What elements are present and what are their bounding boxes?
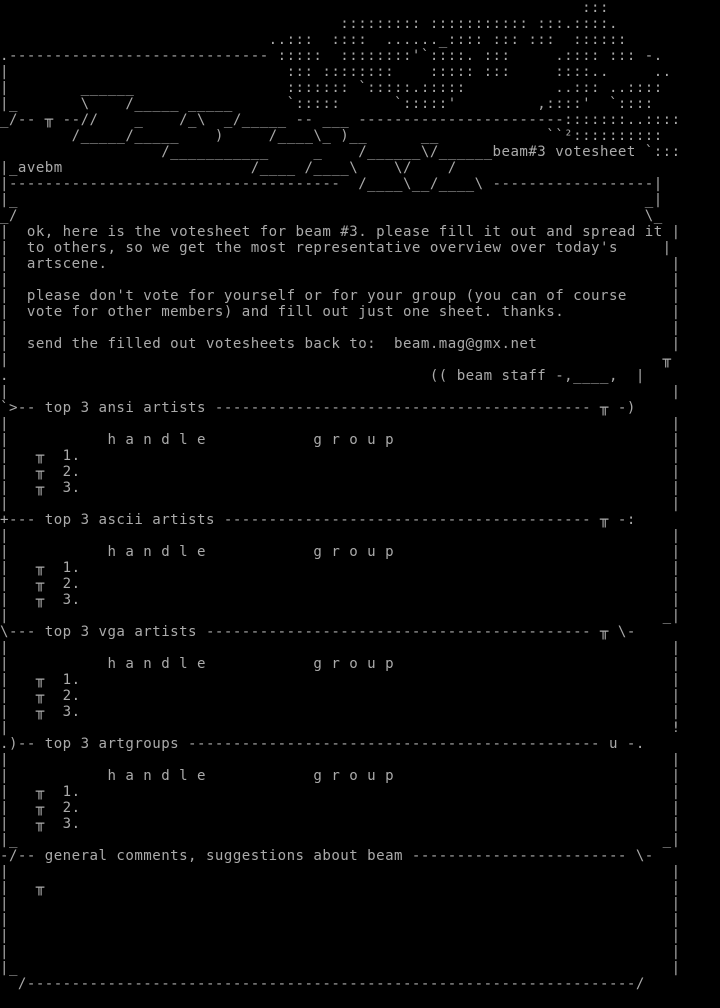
screen-row: | h a n d l e g r o u p | <box>0 432 681 448</box>
screen-row: | ╥ 2. | <box>0 576 681 592</box>
screen-row: | | <box>0 896 681 912</box>
screen-row: | | <box>0 320 681 336</box>
section-vga-header: \--- top 3 vga artists ------------------------------------------- ╥ \- <box>0 624 636 640</box>
screen-row: |_ | <box>0 960 681 976</box>
screen-row: | ╥ 1. | <box>0 784 681 800</box>
section-ansi-header: `>-- top 3 ansi artists ------------------------------------------ ╥ -) <box>0 400 636 416</box>
section-artgroups-header: .)-- top 3 artgroups ---------------------------------------------- u -. <box>0 736 645 752</box>
screen-row: | h a n d l e g r o u p | <box>0 656 681 672</box>
screen-row: |_ \ /_____ _____ `::::: `:::::' ,::::' `:::: <box>0 96 654 112</box>
intro-text-line: | artscene. | <box>0 256 681 272</box>
header-title-line: /___________ _ /______\/______beam#3 votesheet `::: <box>0 144 681 160</box>
screen-row: | | <box>0 528 681 544</box>
screen-row: .----------------------------- ::::: ::::::::'`::::. ::: .:::: ::: -. <box>0 48 663 64</box>
staff-signature-line: . (( beam staff -,____, | <box>0 368 645 384</box>
screen-row: | | <box>0 864 681 880</box>
screen-row: | | <box>0 416 681 432</box>
section-comments-header: -/-- general comments, suggestions about beam ------------------------ \- <box>0 848 654 864</box>
screen-row: | | <box>0 752 681 768</box>
screen-row: | | <box>0 384 681 400</box>
screen-row: | ::: :::::::: ::::: ::: ::::.. .. <box>0 64 672 80</box>
screen-row: ::::::::: ::::::::::: :::.::::. <box>0 16 618 32</box>
screen-row: _/-- ╥ --// _ /_\ _/_____ -- ___ -----------------------:::::::..:::: <box>0 112 681 128</box>
screen-row: | | <box>0 640 681 656</box>
screen-row: | ╥ 2. | <box>0 688 681 704</box>
screen-row: |------------------------------------- /____\__/____\ ------------------| <box>0 176 663 192</box>
screen-row: | | <box>0 272 681 288</box>
screen-row: | | <box>0 944 681 960</box>
screen-row: | | <box>0 496 681 512</box>
screen-row: | ╥ 3. | <box>0 480 681 496</box>
screen-row: | ╥ 1. | <box>0 560 681 576</box>
screen-row: | ╥ <box>0 352 672 368</box>
screen-row: | | <box>0 912 681 928</box>
intro-text-line: | to others, so we get the most representative overview over today's | <box>0 240 672 256</box>
screen-row: | ╥ 1. | <box>0 448 681 464</box>
screen-row: | ╥ 1. | <box>0 672 681 688</box>
screen-row: |_ _| <box>0 192 663 208</box>
screen-row: | ! <box>0 720 681 736</box>
intro-text-line: | ok, here is the votesheet for beam #3. please fill it out and spread it | <box>0 224 681 240</box>
screen-row: | ______ ::::::: `:::::.::::: ..::: ..:::: <box>0 80 663 96</box>
screen-row: | ╥ 3. | <box>0 704 681 720</box>
screen-row: | _| <box>0 608 681 624</box>
screen-row: | h a n d l e g r o u p | <box>0 544 681 560</box>
screen-row: /_____/_____ ) /____\_ )__ __ ``²:::::::::: <box>0 128 663 144</box>
screen-row: _/ \_ <box>0 208 663 224</box>
screen-row: | ╥ | <box>0 880 681 896</box>
screen-row: | ╥ 3. | <box>0 816 681 832</box>
intro-text-line: | vote for other members) and fill out just one sheet. thanks. | <box>0 304 681 320</box>
section-ascii-header: +--- top 3 ascii artists ----------------------------------------- ╥ -: <box>0 512 636 528</box>
screen-row: ..::: :::: ......_:::: ::: ::: :::::: <box>0 32 627 48</box>
screen-row: /--------------------------------------------------------------------/ <box>0 976 645 992</box>
screen-row: | ╥ 2. | <box>0 464 681 480</box>
screen-row: |_ _| <box>0 832 681 848</box>
screen-row: | ╥ 2. | <box>0 800 681 816</box>
contact-email-line: | send the filled out votesheets back to: beam.mag@gmx.net | <box>0 336 681 352</box>
intro-text-line: | please don't vote for yourself or for your group (you can of course | <box>0 288 681 304</box>
screen-row: | | <box>0 928 681 944</box>
screen-row: | ╥ 3. | <box>0 592 681 608</box>
header-author-line: |_avebm /____ /____\ \/ / <box>0 160 690 176</box>
screen-row: ::: <box>0 0 609 16</box>
screen-row: | h a n d l e g r o u p | <box>0 768 681 784</box>
